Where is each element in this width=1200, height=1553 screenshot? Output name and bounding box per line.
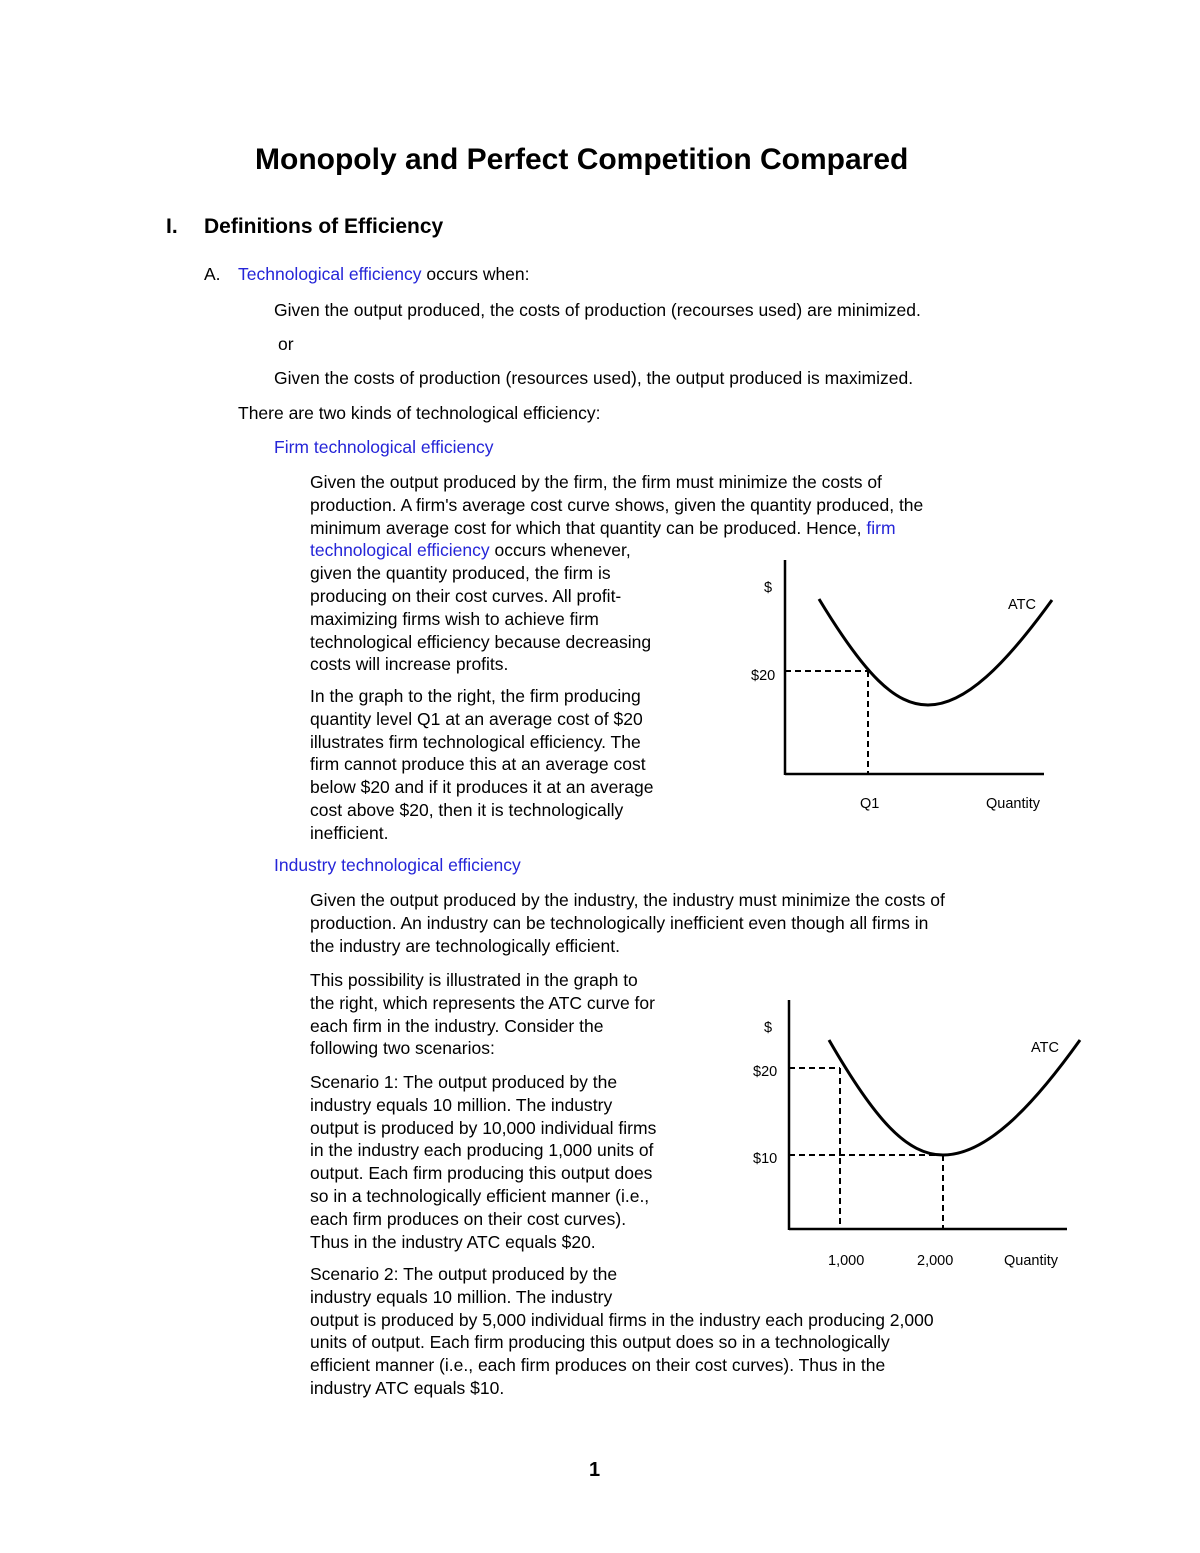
firm-graph-line: cost above $20, then it is technologically (310, 799, 624, 820)
definition-1: Given the output produced, the costs of production (recourses used) are minimized. (274, 300, 921, 320)
firm-line: Given the output produced by the firm, the firm must minimize the costs of (310, 472, 882, 492)
firm-graph-line: firm cannot produce this at an average cost (310, 754, 646, 775)
industry-heading: Industry technological efficiency (274, 855, 521, 875)
subsection-a-line (238, 264, 530, 285)
scenario-1-line: output is produced by 10,000 individual firms (310, 1117, 657, 1138)
definition-2: Given the costs of production (resources used), the output produced is maximized. (274, 368, 914, 388)
price-label-low: $10 (753, 1151, 778, 1167)
scenario-2-line: industry equals 10 million. The industry (310, 1286, 613, 1307)
firm-line (310, 517, 1030, 540)
curve-label: ATC (1008, 597, 1036, 613)
x-axis-label: Quantity (986, 796, 1040, 812)
scenario-1-line: so in a technologically efficient manner (i.e., (310, 1185, 650, 1206)
firm-graph-line: In the graph to the right, the firm producing (310, 686, 641, 706)
possibility-line: following two scenarios: (310, 1038, 495, 1059)
firm-line: maximizing firms wish to achieve firm (310, 608, 599, 629)
atc-curve (829, 1040, 1080, 1155)
section-heading: Definitions of Efficiency (204, 215, 444, 238)
x-axis-label: Quantity (1004, 1253, 1058, 1269)
curve-label: ATC (1031, 1040, 1059, 1056)
firm-line: costs will increase profits. (310, 654, 509, 675)
scenario-2-line: Scenario 2: The output produced by the (310, 1264, 618, 1284)
firm-line: given the quantity produced, the firm is (310, 563, 611, 584)
atc-graph-firm (740, 555, 1060, 825)
scenario-2-line: efficient manner (i.e., each firm produces on their cost curves). Thus in the (310, 1355, 886, 1376)
page-title: Monopoly and Perfect Competition Compared (255, 143, 909, 176)
term-tail: occurs when: (421, 264, 530, 284)
possibility-line: This possibility is illustrated in the graph to (310, 970, 638, 990)
firm-graph-line: illustrates firm technological efficiency. The (310, 731, 641, 752)
firm-term: technological efficiency (310, 540, 490, 561)
industry-line: production. An industry can be technologically inefficient even though all firms in (310, 912, 929, 933)
scenario-1-line: each firm produces on their cost curves). (310, 1208, 627, 1229)
industry-paragraph (310, 889, 945, 957)
firm-line: production. A firm's average cost curve shows, given the quantity produced, the (310, 494, 924, 515)
firm-heading: Firm technological efficiency (274, 437, 494, 457)
definition-or: or (278, 334, 294, 354)
scenario-1-line: in the industry each producing 1,000 units of (310, 1140, 654, 1161)
possibility-line: each firm in the industry. Consider the (310, 1015, 604, 1036)
industry-line: the industry are technologically efficient. (310, 935, 620, 956)
scenario-2-paragraph (310, 1263, 934, 1400)
firm-line-text: occurs whenever, (489, 540, 631, 561)
y-axis-label: $ (764, 580, 773, 596)
industry-line: Given the output produced by the industry, the industry must minimize the costs of (310, 890, 945, 910)
subsection-letter: A. (204, 264, 221, 284)
quantity-label-1: 1,000 (828, 1253, 865, 1269)
page-number: 1 (589, 1459, 601, 1481)
scenario-1-paragraph (310, 1071, 656, 1253)
scenario-2-line: industry ATC equals $10. (310, 1377, 505, 1398)
y-axis-label: $ (764, 1020, 773, 1036)
firm-graph-line: quantity level Q1 at an average cost of $20 (310, 708, 643, 729)
firm-line-text: minimum average cost for which that quantity can be produced. Hence, (310, 517, 867, 538)
firm-term: firm (866, 517, 896, 538)
quantity-label: Q1 (860, 796, 880, 812)
possibility-line: the right, which represents the ATC curve for (310, 992, 655, 1013)
firm-line: technological efficiency because decreasing (310, 631, 652, 652)
firm-graph-line: below $20 and if it produces it at an average (310, 777, 654, 798)
scenario-2-line: output is produced by 5,000 individual firms in the industry each producing 2,000 (310, 1309, 934, 1330)
scenario-2-line: units of output. Each firm producing this output does so in a technologically (310, 1332, 890, 1353)
atc-graph-industry-svg (745, 995, 1080, 1280)
price-label: $20 (751, 668, 776, 684)
atc-graph-industry (745, 995, 1080, 1280)
price-label-high: $20 (753, 1064, 778, 1080)
term-technological-efficiency: Technological efficiency (238, 264, 422, 284)
firm-graph-line: inefficient. (310, 822, 389, 843)
quantity-label-2: 2,000 (917, 1253, 954, 1269)
atc-graph-firm-svg (740, 555, 1060, 825)
two-kinds-text: There are two kinds of technological efficiency: (238, 403, 601, 423)
scenario-1-line: Thus in the industry ATC equals $20. (310, 1231, 596, 1252)
scenario-1-line: output. Each firm producing this output does (310, 1163, 653, 1184)
firm-line: producing on their cost curves. All profit- (310, 585, 622, 606)
scenario-1-line: Scenario 1: The output produced by the (310, 1072, 618, 1092)
scenario-1-line: industry equals 10 million. The industry (310, 1094, 613, 1115)
possibility-paragraph (310, 969, 655, 1060)
section-number: I. (166, 215, 178, 238)
firm-graph-paragraph (310, 685, 653, 845)
atc-curve (819, 599, 1052, 705)
